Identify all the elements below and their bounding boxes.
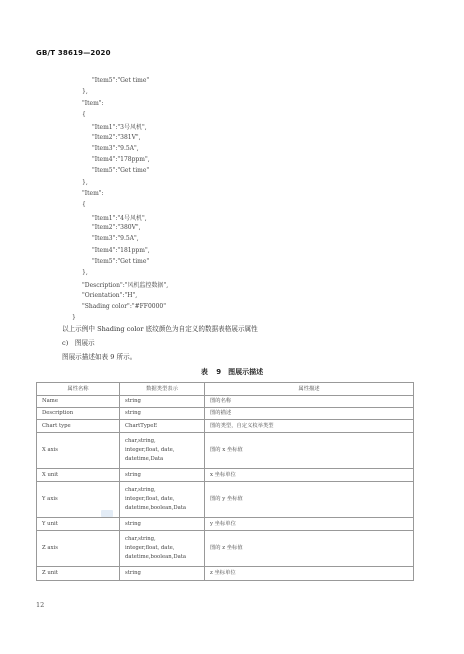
chart-attribute-table [36,382,414,581]
cell-attribute-description: 图的描述 [205,408,414,420]
table-row [37,420,414,433]
code-line: "Item5":"Get time" [92,77,150,84]
code-line: "Item4":"178ppm", [92,156,150,164]
cell-attribute-description: z 坐标单位 [205,567,414,581]
code-line: } [72,314,76,322]
table-row [37,482,414,518]
list-item-c: c) 图展示 [62,339,95,347]
code-line: "Item2":"380V", [92,223,141,231]
cell-attribute-description: 图的 y 坐标值 [205,482,414,518]
code-line: "Item5":"Get time" [92,167,150,175]
table-row [37,433,414,469]
cell-attribute-description: 图的 z 坐标值 [205,531,414,567]
header-attribute-name: 属性名称 [37,383,120,396]
code-line: "Item1":"4号风机", [92,214,147,222]
watermark-stamp [101,510,113,517]
code-line: { [82,110,86,118]
table-row [37,567,414,581]
table-header-row [37,383,414,396]
table-row [37,408,414,420]
header-attribute-description: 属性描述 [205,383,414,396]
code-line: }, [82,178,88,186]
code-line: "Item3":"9.5A", [92,235,139,243]
cell-attribute-name: Z axis [37,531,120,567]
code-line: }, [82,88,88,96]
cell-attribute-name: Chart type [37,420,120,433]
standard-code-header: GB/T 38619—2020 [36,49,111,57]
table-row [37,531,414,567]
table-row [37,518,414,531]
cell-attribute-description: 图的类型，自定义枚举类型 [205,420,414,433]
cell-attribute-description: 图的名称 [205,396,414,408]
cell-attribute-name: X unit [37,469,120,482]
cell-attribute-name: X axis [37,433,120,469]
cell-data-type: char,string, integer,float, date, datetime,boolean,Data [120,531,205,567]
cell-attribute-description: y 坐标单位 [205,518,414,531]
page-number: 12 [36,601,45,609]
cell-data-type: string [120,408,205,420]
cell-attribute-name: Name [37,396,120,408]
cell-attribute-name: Description [37,408,120,420]
cell-data-type: ChartTypeE [120,420,205,433]
cell-attribute-name: Z unit [37,567,120,581]
code-line: "Item1":"3号风机", [92,124,147,132]
code-line: "Item3":"9.5A", [92,144,139,152]
table-row [37,396,414,408]
table-title: 表 9 图展示描述 [200,368,264,376]
cell-data-type: string [120,518,205,531]
cell-attribute-name: Y axis [37,482,120,518]
code-line: "Item5":"Get time" [92,257,150,265]
cell-data-type: char,string, integer,float, date, datetime,boolean,Data [120,482,205,518]
code-line: "Item": [82,190,104,197]
cell-attribute-name: Y unit [37,518,120,531]
cell-data-type: char,string, integer,float, date, datetime,Data [120,433,205,469]
cell-data-type: string [120,469,205,482]
cell-data-type: string [120,567,205,581]
code-line: { [82,201,86,209]
code-line: "Item2":"381V", [92,133,141,141]
example-note: 以上示例中 Shading color 底纹颜色为自定义的数据表格展示属性 [62,325,258,333]
code-line: "Item4":"181ppm", [92,246,150,254]
code-line: "Description":"风机监控数据", [82,282,169,290]
header-data-type: 数据类型表示 [120,383,205,396]
code-line: "Orientation":"H", [82,291,138,299]
cell-data-type: string [120,396,205,408]
cell-attribute-description: x 坐标单位 [205,469,414,482]
table-intro: 图展示描述如表 9 所示。 [62,353,137,361]
cell-attribute-description: 图的 x 坐标值 [205,433,414,469]
code-line: "Shading color":"#FF0000" [82,303,166,310]
code-line: "Item": [82,99,104,107]
code-line: }, [82,269,88,277]
table-row [37,469,414,482]
